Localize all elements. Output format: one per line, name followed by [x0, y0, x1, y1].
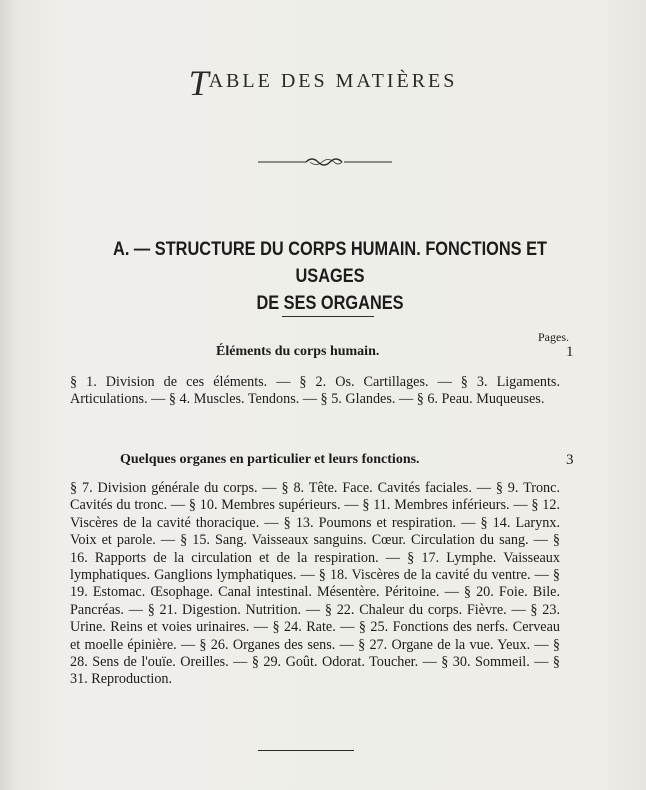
- entry-heading-organes: Quelques organes en particulier et leurs fonctions.: [120, 452, 420, 467]
- ornament-divider: [258, 154, 392, 170]
- page-title: [0, 62, 646, 104]
- entry-heading-elements: Éléments du corps humain.: [216, 344, 380, 359]
- pages-column-label: Pages.: [538, 330, 569, 344]
- entry-page-number: 3: [566, 452, 574, 468]
- section-heading: [106, 236, 553, 317]
- title-initial: T: [188, 63, 209, 103]
- section-heading-line1: A. — STRUCTURE DU CORPS HUMAIN. FONCTIONS ET USAGES: [113, 239, 547, 287]
- entry-text-organes: § 7. Division générale du corps. — § 8. Tête. Face. Cavités faciales. — § 9. Tronc. Cavités du tronc. — § 10. Membres supérieurs. — § 11. Membres inférieurs. — § 12. Viscères de la cavité thoracique. — § 13. Poumons et respiration. — § 14. Larynx. Voix et parole. — § 15. Sang. Vaisseaux sanguins. Cœur. Circulation du sang. — § 16. Rapports de la circulation et de la respiration. — § 17. Lymphe. Vaisseaux lymphatiques. Ganglions lymphatiques. — § 18. Viscères de la cavité du ventre. — § 19. Estomac. Œsophage. Canal intestinal. Mésentère. Péritoine. — § 20. Foie. Bile. Pancréas. — § 21. Digestion. Nutrition. — § 22. Chaleur du corps. Fièvre. — § 23. Urine. Reins et voies urinaires. — § 24. Rate. — § 25. Fonctions des nerfs. Cerveau et moelle épinière. — § 26. Organes des sens. — § 27. Organe de la vue. Yeux. — § 28. Sens de l'ouïe. Oreilles. — § 29. Goût. Odorat. Toucher. — § 30. Sommeil. — § 31. Reproduction.: [70, 480, 560, 688]
- closing-rule: [258, 750, 354, 751]
- entry-text-elements: § 1. Division de ces éléments. — § 2. Os. Cartillages. — § 3. Ligaments. Articulations. — § 4. Muscles. Tendons. — § 5. Glandes. — § 6. Peau. Muqueuses.: [70, 374, 560, 408]
- title-rest: ABLE DES MATIÈRES: [208, 70, 458, 92]
- divider-rule: [282, 316, 374, 317]
- section-heading-line2: DE SES ORGANES: [256, 293, 404, 314]
- entry-page-number: 1: [566, 344, 574, 360]
